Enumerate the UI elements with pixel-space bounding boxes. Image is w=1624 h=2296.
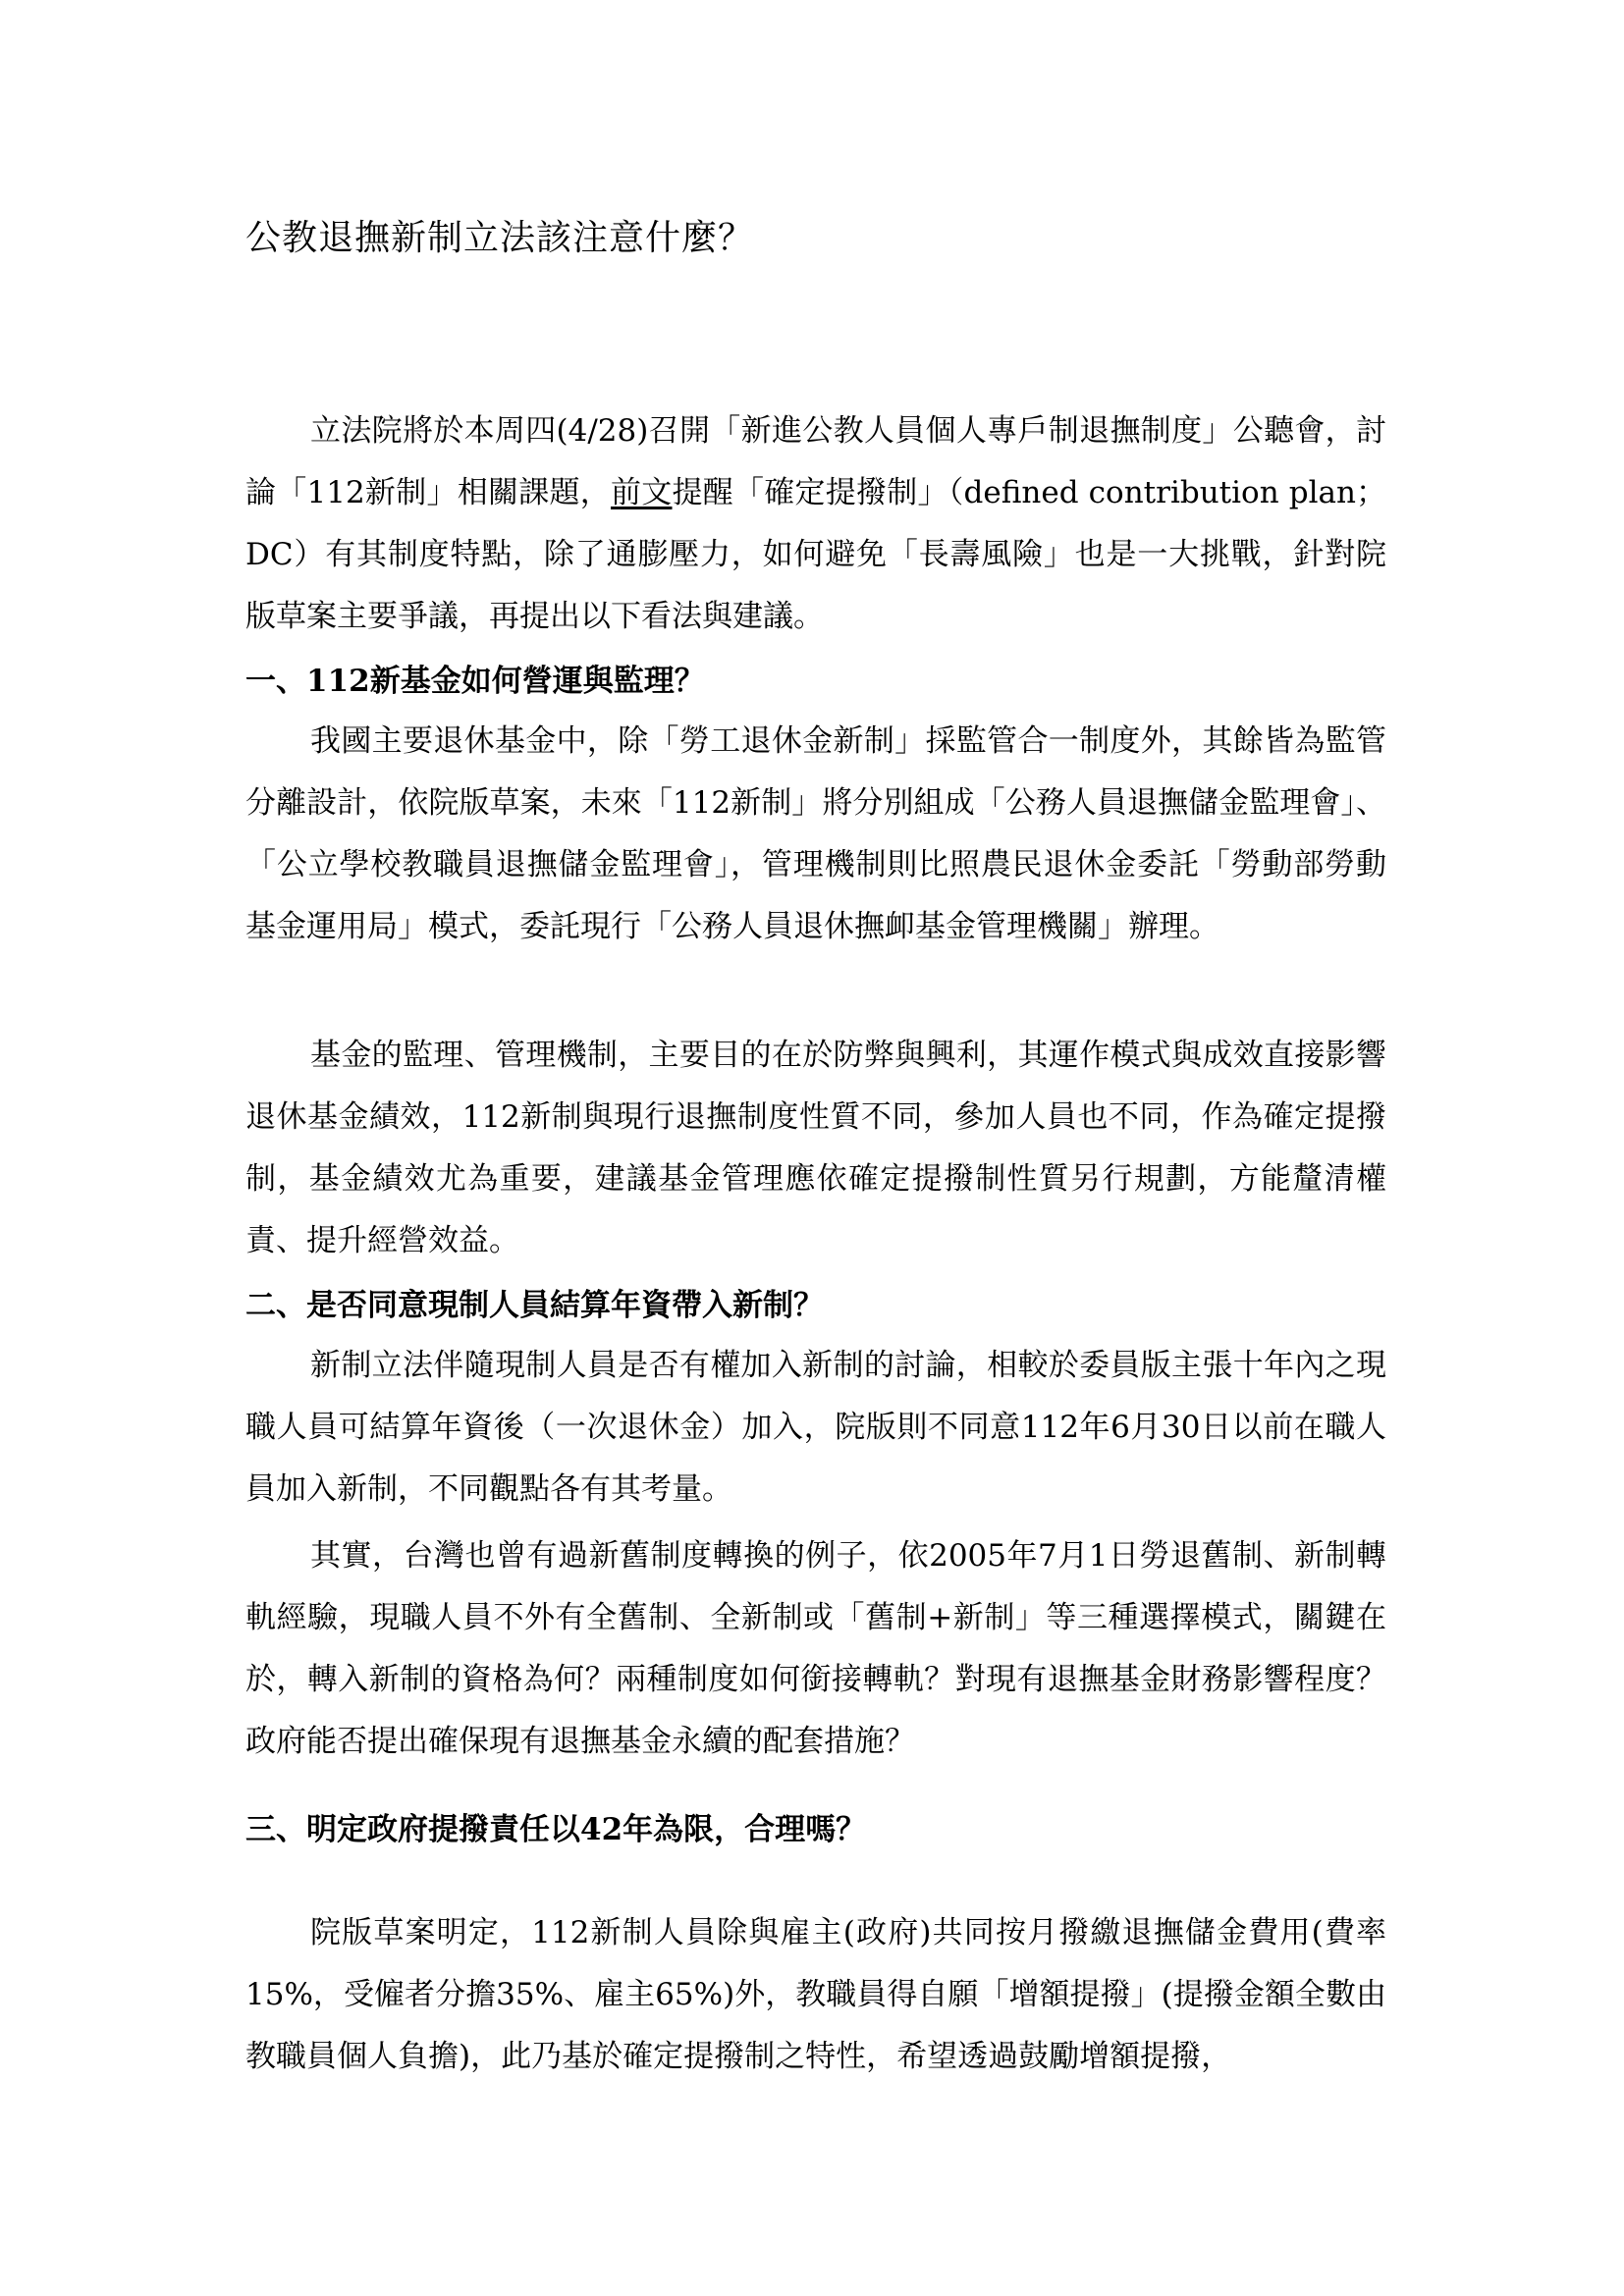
document-title: 公教退撫新制立法該注意什麼？ [245,218,755,258]
paragraph-text: 新制立法伴隨現制人員是否有權加入新制的討論，相較於委員版主張十年內之現職人員可結算年資後（一次退休金）加入，院版則不同意112年6月30日以前在職人員加入新制，不同觀點各有其考量。 [245,1348,1386,1507]
intro-text-part1: 立法院將於本周四(4/28)召開「新進公教人員個人專戶制退撫制度」公聽會，討論「112新制」相關課題， [245,413,1386,510]
section-1-paragraph-1 [245,711,1386,958]
paragraph-text: 院版草案明定，112新制人員除與雇主(政府)共同按月撥繳退撫儲金費用(費率15%，受僱者分擔35%、雇主65%)外，教職員得自願「增額提撥」(提撥金額全數由教職員個人負擔)，此乃基於確定提撥制之特性，希望透過鼓勵增額提撥， [245,1915,1386,2074]
section-1-heading: 一、112新基金如何營運與監理？ [245,664,705,699]
section-3-paragraph-1 [245,1902,1386,2088]
section-2-heading: 二、是否同意現制人員結算年資帶入新制？ [245,1288,824,1323]
paragraph-text: 我國主要退休基金中，除「勞工退休金新制」採監管合一制度外，其餘皆為監管分離設計，依院版草案，未來「112新制」將分別組成「公務人員退撫儲金監理會」、「公立學校教職員退撫儲金監理會」，管理機制則比照農民退休金委託「勞動部勞動基金運用局」模式，委託現行「公務人員退休撫卹基金管理機關」辦理。 [245,723,1386,944]
intro-paragraph [245,400,1386,648]
section-2-paragraph-2 [245,1525,1386,1773]
paragraph-text: 其實，台灣也曾有過新舊制度轉換的例子，依2005年7月1日勞退舊制、新制轉軌經驗，現職人員不外有全舊制、全新制或「舊制+新制」等三種選擇模式，關鍵在於，轉入新制的資格為何？兩種制度如何銜接轉軌？對現有退撫基金財務影響程度？政府能否提出確保現有退撫基金永續的配套措施？ [245,1538,1386,1759]
section-3-heading: 三、明定政府提撥責任以42年為限，合理嗎？ [245,1812,867,1847]
previous-article-link[interactable]: 前文 [610,475,673,510]
intro-text-part2: 提醒「確定提撥制」（defined contribution plan；DC）有其制度特點，除了通膨壓力，如何避免「長壽風險」也是一大挑戰，針對院版草案主要爭議，再提出以下看法與建議。 [245,475,1386,634]
section-1-paragraph-2 [245,1025,1386,1272]
section-2-paragraph-1 [245,1335,1386,1521]
paragraph-text: 基金的監理、管理機制，主要目的在於防弊與興利，其運作模式與成效直接影響退休基金績效，112新制與現行退撫制度性質不同，參加人員也不同，作為確定提撥制，基金績效尤為重要，建議基金管理應依確定提撥制性質另行規劃，方能釐清權責、提升經營效益。 [245,1038,1386,1258]
